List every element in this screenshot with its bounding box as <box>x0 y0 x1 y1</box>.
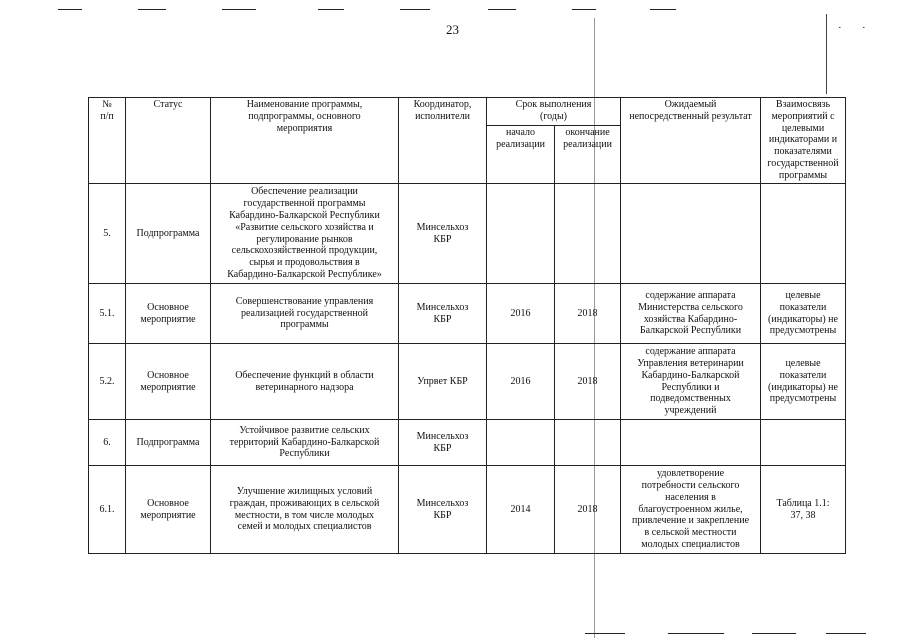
row-end-year: 2018 <box>555 344 621 420</box>
header-term-start: начало реализации <box>487 126 555 184</box>
row-start-year: 2016 <box>487 344 555 420</box>
row-name: Совершенствование управления реализацией государственной программы <box>211 284 399 344</box>
header-coordinator: Координатор, исполнители <box>399 98 487 184</box>
row-end-year <box>555 420 621 466</box>
page-number: 23 <box>446 22 459 37</box>
header-status: Статус <box>126 98 211 184</box>
row-result <box>621 420 761 466</box>
scan-mark <box>668 633 724 634</box>
table-row <box>89 344 846 420</box>
row-coordinator: Минсельхоз КБР <box>399 420 487 466</box>
scan-mark <box>572 9 596 10</box>
table-row <box>89 420 846 466</box>
scan-mark <box>650 9 676 10</box>
row-coordinator: Упрвет КБР <box>399 344 487 420</box>
table-row <box>89 184 846 284</box>
scan-speck: · <box>838 22 842 34</box>
table-row <box>89 466 846 554</box>
row-result: содержание аппарата Министерства сельского хозяйства Кабардино- Балкарской Республики <box>621 284 761 344</box>
program-table <box>88 97 846 554</box>
header-link: Взаимосвязь мероприятий с целевыми индикаторами и показателями государственной программы <box>761 98 846 184</box>
row-start-year: 2016 <box>487 284 555 344</box>
row-number: 5.2. <box>89 344 126 420</box>
row-name: Устойчивое развитие сельских территорий Кабардино-Балкарской Республики <box>211 420 399 466</box>
row-link: целевые показатели (индикаторы) не предусмотрены <box>761 344 846 420</box>
row-number: 5. <box>89 184 126 284</box>
header-term: Срок выполнения (годы) <box>487 98 621 126</box>
scan-mark <box>58 9 82 10</box>
row-name: Обеспечение функций в области ветеринарного надзора <box>211 344 399 420</box>
row-start-year: 2014 <box>487 466 555 554</box>
row-end-year: 2018 <box>555 466 621 554</box>
header-name: Наименование программы, подпрограммы, основного мероприятия <box>211 98 399 184</box>
header-term-end: окончание реализации <box>555 126 621 184</box>
scan-mark <box>138 9 166 10</box>
row-link: Таблица 1.1: 37, 38 <box>761 466 846 554</box>
row-result: содержание аппарата Управления ветеринарии Кабардино-Балкарской Республики и подведомственных учреждений <box>621 344 761 420</box>
row-name: Улучшение жилищных условий граждан, проживающих в сельской местности, в том числе молодых семей и молодых специалистов <box>211 466 399 554</box>
row-number: 6.1. <box>89 466 126 554</box>
header-number: № п/п <box>89 98 126 184</box>
row-status: Основное мероприятие <box>126 284 211 344</box>
row-coordinator: Минсельхоз КБР <box>399 284 487 344</box>
row-link: целевые показатели (индикаторы) не предусмотрены <box>761 284 846 344</box>
row-result: удовлетворение потребности сельского населения в благоустроенном жилье, привлечение и закрепление в сельской местности молодых специалистов <box>621 466 761 554</box>
scan-mark <box>318 9 344 10</box>
table-row <box>89 284 846 344</box>
row-name: Обеспечение реализации государственной программы Кабардино-Балкарской Республики «Развитие сельского хозяйства и регулирование рынков сельскохозяйственной продукции, сырья и продовольствия в Кабардино-Балкарской Республике» <box>211 184 399 284</box>
scan-mark <box>400 9 430 10</box>
row-number: 5.1. <box>89 284 126 344</box>
row-status: Подпрограмма <box>126 420 211 466</box>
scan-mark <box>826 633 866 634</box>
scan-mark <box>752 633 796 634</box>
row-start-year <box>487 184 555 284</box>
row-status: Основное мероприятие <box>126 466 211 554</box>
row-link <box>761 420 846 466</box>
row-result <box>621 184 761 284</box>
row-status: Подпрограмма <box>126 184 211 284</box>
row-start-year <box>487 420 555 466</box>
scan-mark <box>585 633 625 634</box>
row-status: Основное мероприятие <box>126 344 211 420</box>
row-coordinator: Минсельхоз КБР <box>399 466 487 554</box>
row-end-year <box>555 184 621 284</box>
row-link <box>761 184 846 284</box>
row-end-year: 2018 <box>555 284 621 344</box>
scan-speck: · <box>862 22 866 34</box>
row-number: 6. <box>89 420 126 466</box>
row-coordinator: Минсельхоз КБР <box>399 184 487 284</box>
header-result: Ожидаемый непосредственный результат <box>621 98 761 184</box>
scan-mark <box>222 9 256 10</box>
scan-mark <box>488 9 516 10</box>
